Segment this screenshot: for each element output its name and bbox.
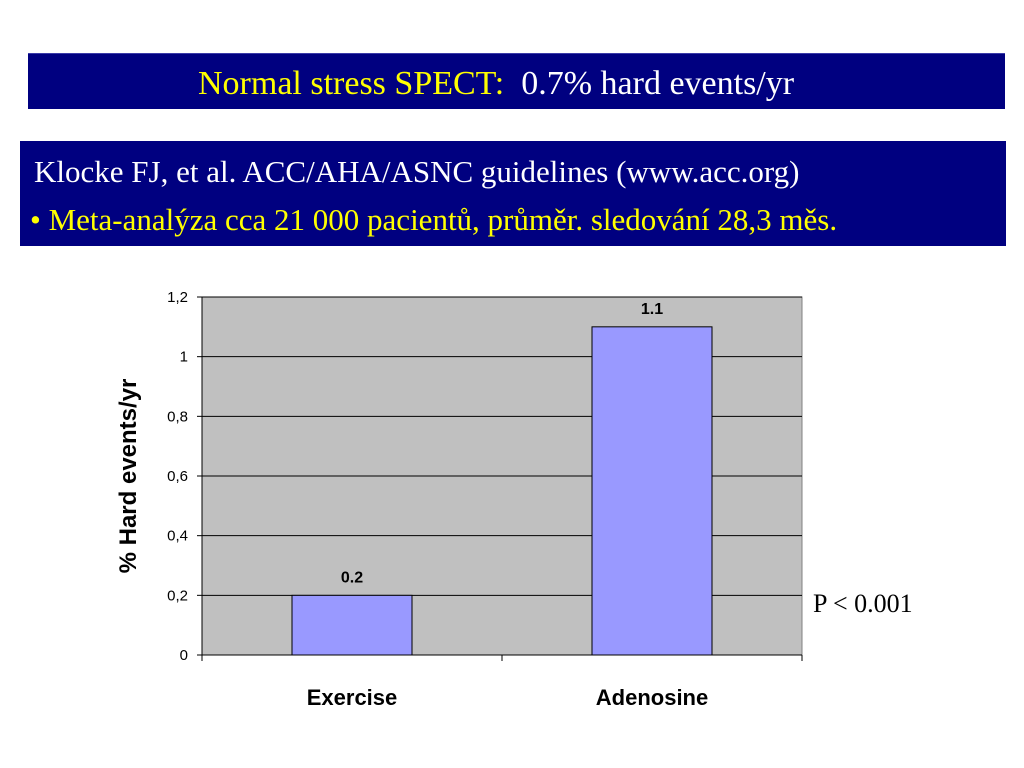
y-axis-label: % Hard events/yr [115,378,142,574]
x-category-label: Adenosine [595,685,709,710]
y-tick-label: 0,4 [167,527,188,545]
data-label: 0.2 [340,569,364,587]
y-tick-label: 1 [179,348,188,366]
bar-exercise [292,595,412,655]
title-main: Normal stress SPECT: [198,65,505,102]
y-axis-ticks [167,289,202,664]
p-value-annotation: P < 0.001 [813,589,913,618]
reference-citation: Klocke FJ, et al. ACC/AHA/ASNC guidelines (www.acc.org) [34,154,800,189]
y-tick-label: 0,6 [167,468,188,485]
bar-adenosine [592,327,712,655]
y-tick-label: 0 [179,647,188,664]
y-tick-label: 1,2 [167,289,188,306]
x-category-label: Exercise [306,685,398,710]
data-label: 1.1 [640,300,664,318]
title-value: 0.7% hard events/yr [521,65,795,102]
meta-analysis-bullet: • Meta-analýza cca 21 000 pacientů, průměr. sledování 28,3 měs. [30,202,838,237]
y-tick-label: 0,8 [167,408,188,426]
y-tick-label: 0,2 [167,587,188,605]
